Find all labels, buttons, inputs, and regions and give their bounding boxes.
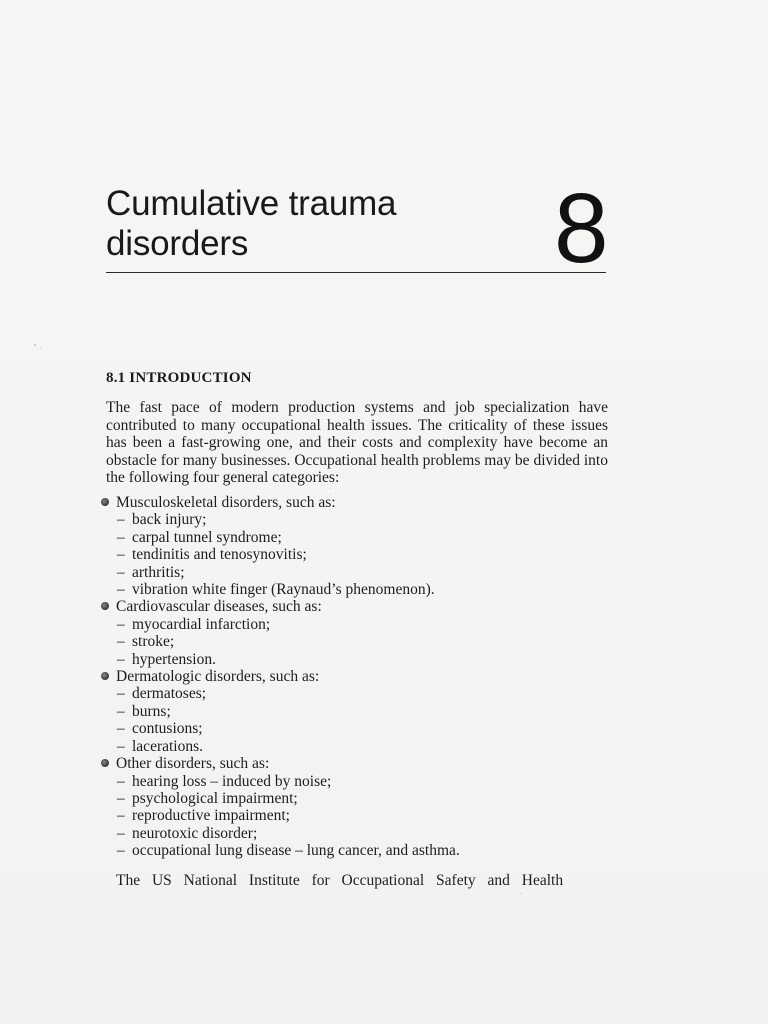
dash-icon: – [117, 528, 125, 546]
sub-list [100, 511, 610, 598]
list-item-text: reproductive impairment; [132, 807, 290, 825]
list-item [117, 633, 610, 650]
bullet-icon [101, 498, 109, 506]
dash-icon: – [117, 824, 125, 842]
sub-list [100, 685, 610, 755]
list-item [117, 807, 610, 824]
title-divider [106, 272, 606, 273]
category-dermatologic [100, 668, 610, 755]
category-label: Musculoskeletal disorders, such as: [116, 494, 336, 511]
list-item [117, 546, 610, 563]
sub-list [100, 773, 610, 860]
list-item [117, 529, 610, 546]
intro-paragraph: The fast pace of modern production systems and job specialization have contributed to many occupational health issues. The criticality of these issues has been a fast-growing one, and their costs and complexity have become an obstacle for many businesses. Occupational health problems may be divided into the following four general categories: [106, 399, 608, 487]
dash-icon: – [117, 720, 125, 738]
list-item-text: neurotoxic disorder; [132, 824, 258, 842]
section-heading: 8.1 INTRODUCTION [106, 370, 252, 386]
sub-list [100, 616, 610, 668]
dash-icon: – [117, 737, 125, 755]
category-label: Cardiovascular diseases, such as: [116, 598, 322, 616]
list-item-text: back injury; [132, 511, 207, 529]
category-musculoskeletal [100, 494, 610, 598]
list-item [117, 738, 610, 755]
list-item-text: carpal tunnel syndrome; [132, 528, 282, 546]
scan-speck [40, 348, 41, 349]
category-other [100, 755, 610, 859]
list-item [117, 581, 610, 598]
list-item-text: dermatoses; [132, 685, 207, 703]
dash-icon: – [117, 633, 125, 651]
list-item-text: lacerations. [132, 737, 204, 755]
dash-icon: – [117, 615, 125, 633]
list-item-text: burns; [132, 702, 171, 720]
list-item [117, 651, 610, 668]
dash-icon: – [117, 772, 125, 790]
scan-speck [34, 344, 36, 346]
list-item [117, 773, 610, 790]
list-item-text: hearing loss – induced by noise; [132, 772, 332, 790]
list-item-text: hypertension. [132, 650, 216, 668]
category-label: Dermatologic disorders, such as: [116, 668, 320, 686]
category-cardiovascular [100, 598, 610, 668]
scan-speck [330, 488, 331, 489]
list-item-text: myocardial infarction; [132, 615, 271, 633]
list-item [117, 511, 610, 528]
dash-icon: – [117, 546, 125, 564]
list-item [117, 825, 610, 842]
list-item-text: psychological impairment; [132, 789, 298, 807]
dash-icon: – [117, 702, 125, 720]
dash-icon: – [117, 650, 125, 668]
list-item [117, 842, 610, 859]
chapter-title-line-2: disorders [106, 224, 249, 263]
chapter-title [106, 184, 396, 264]
dash-icon: – [117, 563, 125, 581]
list-item-text: tendinitis and tenosynovitis; [132, 546, 307, 564]
list-item [117, 720, 610, 737]
chapter-title-line-1: Cumulative trauma [106, 184, 397, 223]
category-list [100, 494, 610, 860]
dash-icon: – [117, 842, 125, 860]
scan-speck [520, 893, 521, 894]
list-item-text: contusions; [132, 720, 203, 738]
category-label: Other disorders, such as: [116, 755, 270, 773]
dash-icon: – [117, 581, 125, 599]
dash-icon: – [117, 789, 125, 807]
list-item [117, 616, 610, 633]
bullet-icon [101, 602, 109, 610]
list-item [117, 564, 610, 581]
list-item [117, 790, 610, 807]
chapter-number: 8 [554, 173, 609, 283]
bullet-icon [101, 672, 109, 680]
dash-icon: – [117, 807, 125, 825]
dash-icon: – [117, 511, 125, 529]
list-item-text: occupational lung disease – lung cancer, and asthma. [132, 842, 460, 860]
dash-icon: – [117, 685, 125, 703]
list-item-text: stroke; [132, 633, 175, 651]
list-item-text: arthritis; [132, 563, 185, 581]
list-item [117, 685, 610, 702]
list-item [117, 703, 610, 720]
bullet-icon [101, 759, 109, 767]
closing-paragraph: The US National Institute for Occupational Safety and Health [116, 872, 564, 889]
list-item-text: vibration white finger (Raynaud’s phenomenon). [132, 581, 435, 599]
